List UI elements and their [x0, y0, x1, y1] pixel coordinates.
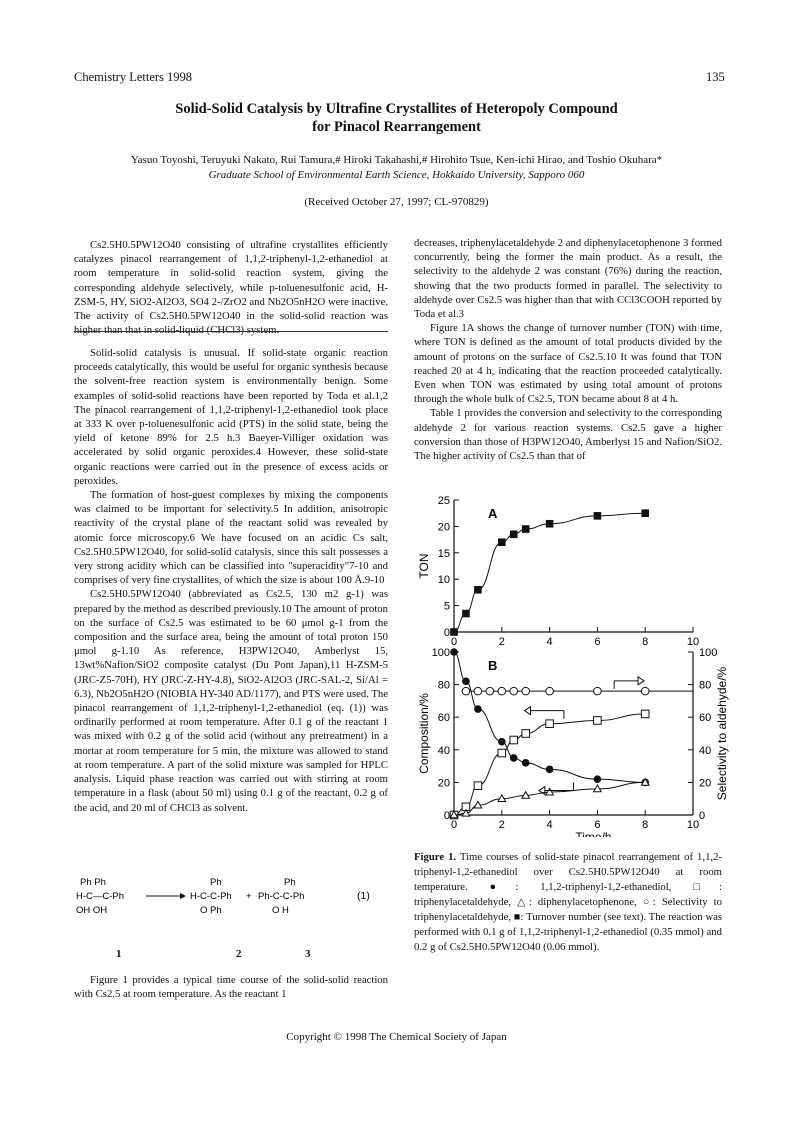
data-point-open-circle — [522, 687, 530, 695]
x-tick-label: 2 — [498, 636, 505, 648]
abstract-rule — [74, 331, 388, 332]
y-tick-label: 20 — [437, 777, 450, 790]
series-curve — [454, 714, 645, 815]
product2-top: Ph — [210, 877, 222, 888]
data-point-square — [594, 512, 602, 520]
data-point-square — [546, 520, 554, 528]
data-point-open-circle — [462, 687, 470, 695]
figure-1 — [418, 492, 748, 837]
data-point-open-circle — [510, 687, 518, 695]
data-point-square — [522, 525, 530, 533]
received-date: (Received October 27, 1997; CL-970829) — [304, 196, 489, 208]
data-point-open-square — [474, 782, 482, 790]
paragraph: The formation of host-guest complexes by mixing the components was claimed to be important for selectivity.5 In addition, anisotropic reactivity of the crystal plane of the reactant solid was revealed by atomic force microscopy.6 We have focused on an acidic Cs salt, Cs2.5H0.5PW12O40, for solid-solid catalysis, since this salt possesses a very strong acidity which can be classified into "superacidity"7-10 and comprises of very fine crystallites, of which the size is about 100 Å.9-10 — [74, 489, 388, 587]
equation-number: (1) — [357, 890, 370, 902]
series-curve — [454, 513, 645, 632]
data-point-open-square — [510, 736, 518, 744]
right-tick-label: 20 — [699, 777, 712, 790]
series-curve — [454, 652, 645, 782]
data-point-square — [498, 538, 506, 546]
data-point-open-circle — [474, 687, 482, 695]
paragraph: Cs2.5H0.5PW12O40 (abbreviated as Cs2.5, 130 m2 g-1) was prepared by the method as described previously.10 The amount of proton on the surface of Cs2.5 was estimated to be 60 μmol g-1 from the composition and the surface area, being the amount of total proton 150 μmol g-1.10 As reference, H3PW12O40, Amberlyst 15, 13wt%Nafion/SiO2 composite catalyst (Du Pont Japan),11 H-ZSM-5 (JRC-Z5-70H), HY (JRC-Z-HY-4.8), SiO2-Al2O3 (JRC-SAL-2, Si/Al = 6.3), Nb2O5nH2O (NIOBIA HY-340 AD/1177), and PTS were used. The pinacol rearrangement of 1,1,2-triphenyl-1,2-ethanediol (eq. (1)) was ordinarily performed at room temperature. After 0.1 g of the reactant 1 was mixed with 0.2 g of the solid acid (without any pretreatment) in a mortar at room temperature for 5 min, the mixture was allowed to stand at room temperature. A part of the solid mixture was sampled for HPLC analysis. Liquid phase reaction was carried out with stirring at room temperature in a flask (about 50 ml) using 0.1 g of the reactant, 0.2 g of the acid, and 20 ml of CHCl3 as solvent. — [74, 588, 388, 814]
title-line-2: for Pinacol Rearrangement — [312, 119, 481, 135]
copyright-footer: Copyright © 1998 The Chemical Society of Japan — [286, 1031, 507, 1043]
paragraph: Figure 1 provides a typical time course of the solid-solid reaction with Cs2.5 at room temperature. As the reactant 1 — [74, 974, 388, 1001]
right-tick-label: 0 — [699, 810, 706, 822]
reactant-mid: H-C—C-Ph — [76, 891, 125, 902]
data-point-open-square — [522, 730, 530, 738]
left-column-bottom — [74, 973, 388, 1001]
y-axis-label: Composition/% — [418, 693, 431, 774]
author-list: Yasuo Toyoshi, Teruyuki Nakato, Rui Tamura,# Hiroki Takahashi,# Hirohito Tsue, Ken-ichi Hirao, and Toshio Okuhara* — [130, 154, 663, 166]
data-point-circle — [594, 775, 602, 783]
data-point-open-square — [498, 749, 506, 757]
affiliation: Graduate School of Environmental Earth Science, Hokkaido University, Sapporo 060 — [208, 169, 585, 181]
data-point-circle — [474, 705, 482, 713]
product2-mid: H-C-C-Ph — [190, 891, 232, 902]
data-point-circle — [462, 678, 470, 686]
data-point-open-square — [641, 710, 649, 718]
journal-name: Chemistry Letters 1998 — [74, 70, 193, 84]
data-point-square — [462, 610, 470, 618]
data-point-circle — [546, 766, 554, 774]
abstract — [74, 238, 388, 337]
x-tick-label: 10 — [686, 636, 700, 648]
y-tick-label: 25 — [437, 495, 450, 507]
x-tick-label: 6 — [594, 819, 601, 831]
left-column-body — [74, 346, 388, 815]
x-tick-label: 4 — [546, 819, 553, 831]
data-point-open-square — [594, 717, 602, 725]
figure-caption — [414, 850, 722, 955]
paragraph: Figure 1A shows the change of turnover number (TON) with time, where TON is defined as the amount of total products divided by the amount of protons on the surface of Cs2.5.10 It was found that TON reached 20 at 4 h, indicating that the reaction proceeded catalytically. Even when TON was estimated by using total amount of protons through the whole bulk of Cs2.5, TON became about 8 at 4 h. — [414, 322, 722, 406]
y-tick-label: 0 — [443, 627, 450, 639]
x-axis-label: Time/h — [575, 830, 612, 837]
paragraph: Solid-solid catalysis is unusual. If solid-state organic reaction proceeds catalytically, this would be useful for organic synthesis because the solvent-free reaction system is environmentally benign. Some examples of solid-solid reactions have been reported by Toda et al.1,2 The pinacol rearrangement of 1,1,2-triphenyl-1,2-ethanediol took place at 333 K over p-toluenesulfonic acid (PTS) in the solid state, being the yield of ketone 89% for 2.5 h.3 Baeyer-Villiger oxidation was accelerated by solid organic peroxides.4 However, these solid-state organic reactions were carried out in the presence of excess acids or peroxides. — [74, 347, 388, 487]
compound-label: 3 — [305, 948, 311, 960]
y-axis-label: TON — [418, 553, 431, 579]
right-tick-label: 100 — [699, 647, 718, 659]
caption-text: Time courses of solid-state pinacol rearrangement of 1,1,2-triphenyl-1,2-ethanediol over Cs2.5H0.5PW12O40 at room temperature. ●: 1,1,2-triphenyl-1,2-ethanediol, □: triphenylacetaldehyde, △: diphenylacetophenone, ○: Selectivity to triphenylacetaldehyde, ■: Turnover number (see text). The reaction was performed with 0.1 g of 1,1,2-triphenyl-1,2-ethanediol (0.35 mmol) and 0.2 g of Cs2.5H0.5PW12O40 (0.06 mmol). — [414, 851, 722, 953]
right-tick-label: 40 — [699, 744, 712, 757]
reactant-top: Ph Ph — [80, 877, 106, 888]
y-tick-label: 100 — [431, 647, 450, 659]
compound-label: 1 — [116, 948, 122, 960]
x-tick-label: 0 — [450, 636, 458, 648]
paper-title — [60, 100, 733, 136]
x-tick-label: 0 — [450, 819, 458, 831]
product3-bottom: O H — [272, 905, 289, 916]
y-tick-label: 5 — [443, 600, 450, 613]
caption-label: Figure 1. — [414, 851, 457, 863]
page-number: 135 — [706, 70, 725, 84]
y-tick-label: 10 — [437, 574, 450, 587]
data-point-square — [450, 628, 458, 636]
figure-1-chart — [418, 492, 748, 837]
y-tick-label: 0 — [443, 810, 450, 822]
panel-label: B — [488, 658, 498, 673]
data-point-square — [474, 586, 482, 594]
product3-top: Ph — [284, 877, 296, 888]
data-point-open-circle — [594, 687, 602, 695]
right-column-body — [414, 236, 722, 463]
abstract-text: Cs2.5H0.5PW12O40 consisting of ultrafine crystallites efficiently catalyzes pinacol rearrangement of 1,1,2-triphenyl-1,2-ethanediol at room temperature in solid-solid reaction system, giving the corresponding aldehyde selectively, while p-toluenesulfonic acid, H-ZSM-5, HY, SiO2-Al2O3, SO4 2-/ZrO2 and Nb2O5nH2O were inactive. The activity of Cs2.5H0.5PW12O40 in the solid-solid reaction was higher than that in solid-liquid (CHCl3) system. — [74, 239, 388, 337]
x-tick-label: 10 — [686, 819, 700, 831]
x-tick-label: 8 — [642, 636, 649, 648]
paragraph: Table 1 provides the conversion and selectivity to the corresponding aldehyde 2 for various reaction systems. Cs2.5 gave a higher conversion than those of H3PW12O40, Amberlyst 15 and Nafion/SiO2. The higher activity of Cs2.5 than that of — [414, 407, 722, 463]
data-point-circle — [522, 759, 530, 767]
paragraph: decreases, triphenylacetaldehyde 2 and diphenylacetophenone 3 formed concurrently, being the former the main product. As a result, the selectivity to the aldehyde 2 was constant (76%) during the reaction, showing that the two products formed in parallel. The selectivity to aldehyde over Cs2.5 was higher than that with CCl3COOH reported by Toda et al.3 — [414, 237, 722, 321]
right-axis-label: Selectivity to aldehyde/% — [715, 666, 729, 801]
right-tick-label: 60 — [699, 712, 712, 725]
chemical-equation — [74, 871, 388, 931]
data-point-open-square — [546, 720, 554, 728]
data-point-square — [510, 531, 518, 539]
arrow-head — [180, 893, 186, 899]
x-tick-label: 2 — [498, 819, 505, 831]
data-point-circle — [510, 754, 518, 762]
data-point-square — [641, 509, 649, 517]
arrow-head-left — [524, 707, 530, 715]
title-line-1: Solid-Solid Catalysis by Ultrafine Crystallites of Heteropoly Compound — [175, 101, 618, 117]
plus-sign: + — [246, 891, 252, 902]
product2-bottom: O Ph — [200, 905, 222, 916]
y-tick-label: 20 — [437, 521, 450, 534]
data-point-open-circle — [486, 687, 494, 695]
compound-label: 2 — [236, 948, 242, 960]
y-tick-label: 40 — [437, 744, 450, 757]
data-point-circle — [450, 648, 458, 656]
y-tick-label: 15 — [437, 547, 450, 560]
arrow-head-right — [638, 677, 644, 685]
x-tick-label: 8 — [642, 819, 649, 831]
data-point-circle — [498, 738, 506, 746]
y-tick-label: 60 — [437, 712, 450, 725]
data-point-open-circle — [498, 687, 506, 695]
author-block — [60, 153, 733, 183]
x-tick-label: 6 — [594, 636, 601, 648]
panel-label: A — [488, 506, 498, 521]
x-tick-label: 4 — [546, 636, 553, 648]
reaction-scheme — [74, 871, 388, 931]
y-tick-label: 80 — [437, 679, 450, 692]
right-tick-label: 80 — [699, 679, 712, 692]
data-point-open-circle — [546, 687, 554, 695]
reactant-bottom: OH OH — [76, 905, 108, 916]
product3-mid: Ph-C-C-Ph — [258, 891, 305, 902]
data-point-open-circle — [641, 687, 649, 695]
